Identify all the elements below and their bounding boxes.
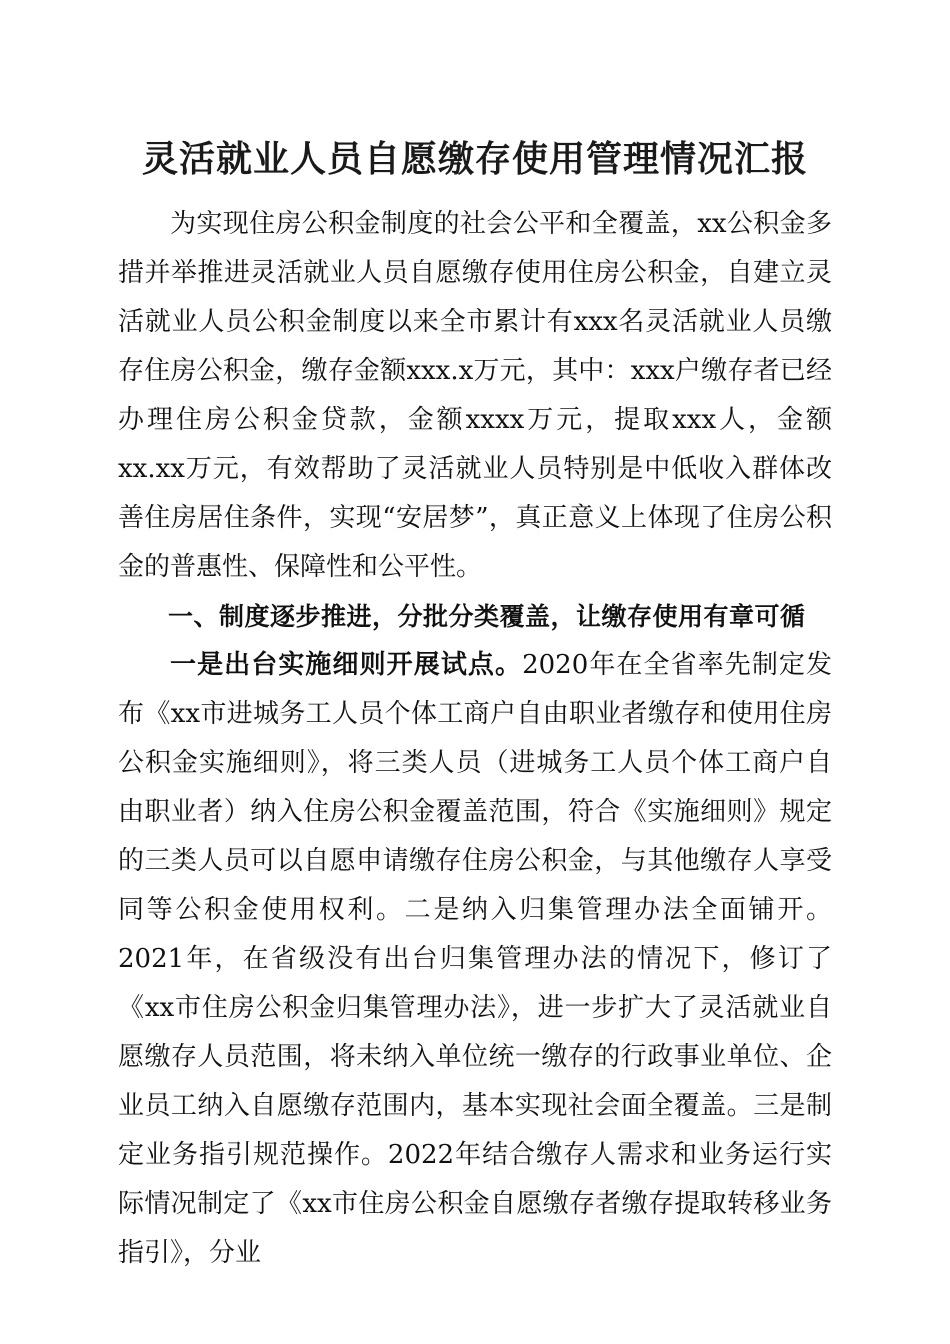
document-title: 灵活就业人员自愿缴存使用管理情况汇报: [141, 139, 808, 180]
document-body: [118, 200, 832, 1278]
section-1-lead: 一是出台实施细则开展试点。: [170, 650, 523, 680]
section-1-body: 2020年在全省率先制定发布《xx市进城务工人员个体工商户自由职业者缴存和使用住房公积金实施细则》，将三类人员（进城务工人员个体工商户自由职业者）纳入住房公积金覆盖范围，符合《实施细则》规定的三类人员可以自愿申请缴存住房公积金，与其他缴存人享受同等公积金使用权利。二是纳入归集管理办法全面铺开。2021年，在省级没有出台归集管理办法的情况下，修订了《xx市住房公积金归集管理办法》，进一步扩大了灵活就业自愿缴存人员范围，将未纳入单位统一缴存的行政事业单位、企业员工纳入自愿缴存范围内，基本实现社会面全覆盖。三是制定业务指引规范操作。2022年结合缴存人需求和业务运行实际情况制定了《xx市住房公积金自愿缴存者缴存提取转移业务指引》，分业: [118, 650, 832, 1268]
section-1-paragraph: [118, 641, 832, 1278]
section-1-heading: 一、制度逐步推进，分批分类覆盖，让缴存使用有章可循: [168, 602, 806, 631]
intro-paragraph: 为实现住房公积金制度的社会公平和全覆盖，xx公积金多措并举推进灵活就业人员自愿缴存使用住房公积金，自建立灵活就业人员公积金制度以来全市累计有xxx名灵活就业人员缴存住房公积金，缴存金额xxx.x万元，其中：xxx户缴存者已经办理住房公积金贷款，金额xxxx万元，提取xxx人，金额xx.xx万元，有效帮助了灵活就业人员特别是中低收入群体改善住房居住条件，实现“安居梦”，真正意义上体现了住房公积金的普惠性、保障性和公平性。: [118, 209, 832, 582]
